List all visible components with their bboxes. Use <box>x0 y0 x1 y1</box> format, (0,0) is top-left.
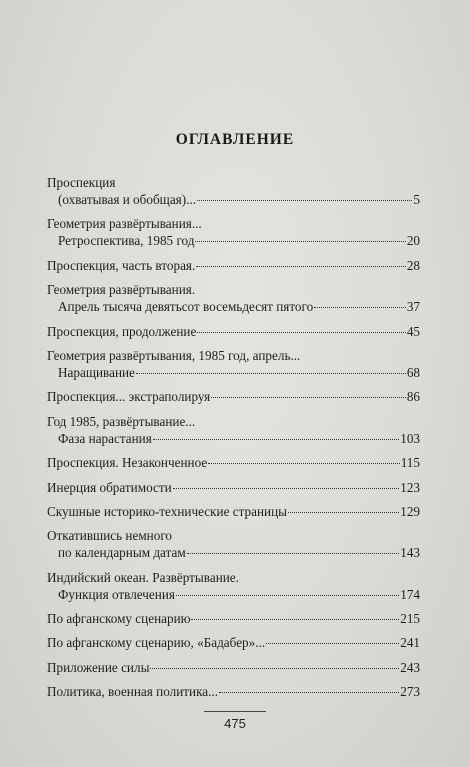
toc-entry-heading <box>47 569 420 586</box>
toc-page-number: 174 <box>400 586 420 602</box>
toc-page-number: 45 <box>406 323 420 339</box>
table-of-contents <box>47 174 420 708</box>
page-number: 475 <box>224 716 246 731</box>
toc-page-number: 86 <box>406 389 420 405</box>
toc-entry-line <box>47 388 420 405</box>
toc-entry-heading <box>47 215 420 232</box>
toc-entry-line <box>47 298 420 315</box>
dot-leader <box>219 692 399 693</box>
dot-leader <box>211 397 406 398</box>
toc-entry-text: Проспекция... экстраполируя <box>47 389 211 405</box>
dot-leader <box>187 553 400 554</box>
toc-entry-line <box>47 232 420 249</box>
toc-entry-heading <box>47 281 420 298</box>
toc-entry-text: Проспекция. Незаконченное <box>47 455 208 471</box>
toc-entry <box>47 479 420 496</box>
toc-entry-line <box>47 257 420 274</box>
toc-entry-line <box>47 364 420 381</box>
toc-page-number: 28 <box>406 257 420 273</box>
toc-page-number: 68 <box>406 364 420 380</box>
toc-page-number: 20 <box>406 233 420 249</box>
toc-entry-text: Политика, военная политика... <box>47 684 219 700</box>
dot-leader <box>176 595 399 596</box>
toc-entry-text: Геометрия развёртывания, 1985 год, апрель... <box>47 347 301 363</box>
dot-leader <box>150 668 399 669</box>
dot-leader <box>266 643 399 644</box>
toc-entry <box>47 634 420 651</box>
toc-entry-line <box>47 659 420 676</box>
toc-entry-text: Год 1985, развёртывание... <box>47 413 196 429</box>
toc-entry-heading <box>47 527 420 544</box>
toc-entry-heading <box>47 174 420 191</box>
dot-leader <box>314 307 406 308</box>
toc-entry-text: Фаза нарастания <box>58 430 152 446</box>
toc-entry-line <box>47 683 420 700</box>
dot-leader <box>197 332 405 333</box>
toc-entry-text: Наращивание <box>58 364 135 380</box>
toc-entry-text: по календарным датам <box>58 545 186 561</box>
toc-entry <box>47 683 420 700</box>
toc-entry-line <box>47 479 420 496</box>
toc-entry <box>47 610 420 627</box>
toc-entry-text: Ретроспектива, 1985 год <box>58 233 195 249</box>
toc-entry <box>47 527 420 561</box>
toc-entry-text: Проспекция, часть вторая. <box>47 257 196 273</box>
toc-entry <box>47 347 420 381</box>
toc-entry-line <box>47 323 420 340</box>
toc-entry-text: По афганскому сценарию, «Бадабер»... <box>47 635 266 651</box>
toc-entry <box>47 569 420 603</box>
toc-entry-text: Проспекция <box>47 175 116 190</box>
toc-entry <box>47 454 420 471</box>
toc-entry-line <box>47 430 420 447</box>
toc-entry-line <box>47 544 420 561</box>
toc-entry <box>47 413 420 447</box>
toc-entry-text: Откатившись немного <box>47 528 173 544</box>
page-title: ОГЛАВЛЕНИЕ <box>175 131 295 148</box>
toc-page-number: 123 <box>400 479 420 495</box>
dot-leader <box>195 241 405 242</box>
toc-entry <box>47 503 420 520</box>
dot-leader <box>191 619 399 620</box>
dot-leader <box>197 200 412 201</box>
footer-rule <box>204 711 266 712</box>
toc-page-number: 215 <box>400 611 420 627</box>
toc-entry <box>47 388 420 405</box>
toc-entry-line <box>47 610 420 627</box>
dot-leader <box>196 266 406 267</box>
toc-entry-text: Геометрия развёртывания... <box>47 216 202 232</box>
toc-entry <box>47 174 420 208</box>
toc-entry <box>47 659 420 676</box>
toc-page-number: 37 <box>406 299 420 315</box>
toc-entry-text: Проспекция, продолжение <box>47 323 197 339</box>
toc-page-number: 103 <box>400 430 420 446</box>
toc-entry-text: Функция отвлечения <box>58 586 175 602</box>
toc-page-number: 129 <box>400 503 420 519</box>
toc-entry-line <box>47 586 420 603</box>
toc-entry-heading <box>47 413 420 430</box>
dot-leader <box>208 463 400 464</box>
toc-entry-text: (охватывая и обобщая)... <box>58 192 197 207</box>
toc-entry-text: Индийский океан. Развёртывание. <box>47 569 239 585</box>
toc-page-number: 115 <box>400 455 420 471</box>
toc-page-number: 273 <box>400 684 420 700</box>
toc-page-number: 243 <box>400 659 420 675</box>
toc-entry-text: Скушные историко-технические страницы <box>47 503 287 519</box>
toc-entry-text: Апрель тысяча девятьсот восемьдесят пятого <box>58 299 314 315</box>
toc-entry-line <box>47 454 420 471</box>
toc-entry-text: Геометрия развёртывания. <box>47 282 196 298</box>
toc-page-number: 143 <box>400 545 420 561</box>
toc-entry-text: По афганскому сценарию <box>47 611 191 627</box>
toc-entry-heading <box>47 347 420 364</box>
dot-leader <box>153 439 399 440</box>
toc-entry <box>47 323 420 340</box>
toc-entry <box>47 281 420 315</box>
toc-entry-text: Приложение силы <box>47 659 150 675</box>
toc-entry <box>47 257 420 274</box>
toc-page-number: 241 <box>400 635 420 651</box>
toc-entry-text: Инерция обратимости <box>47 479 172 495</box>
dot-leader <box>136 373 406 374</box>
toc-page-number: 5 <box>413 192 420 207</box>
dot-leader <box>288 512 399 513</box>
toc-entry <box>47 215 420 249</box>
toc-entry-line <box>47 634 420 651</box>
dot-leader <box>173 488 400 489</box>
toc-entry-line <box>47 191 420 208</box>
toc-entry-line <box>47 503 420 520</box>
